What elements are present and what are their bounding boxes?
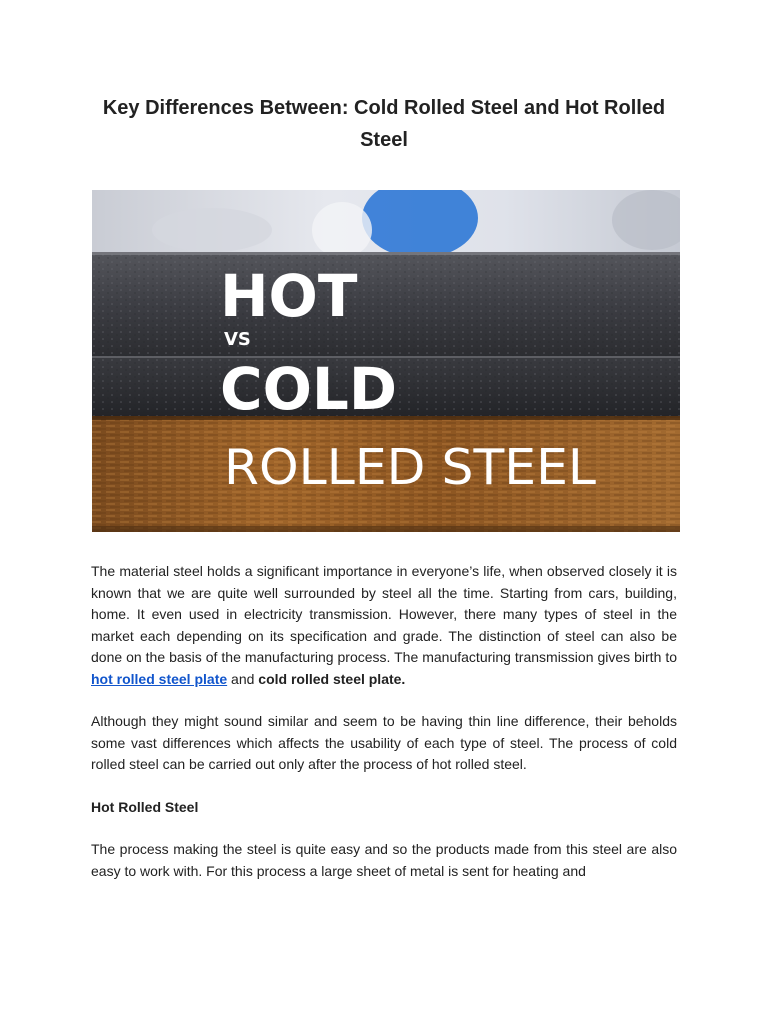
hero-text-hot: HOT (220, 262, 358, 330)
paragraph-intro-text: The material steel holds a significant importance in everyone’s life, when observed closely it is known that we are quite well surrounded by steel all the time. Starting from cars, building, home. It even used in electricity transmission. However, there many types of steel in the market each depending on its specification and grade. The distinction of steel can also be done on the basis of the manufacturing process. The manufacturing transmission gives birth to (91, 563, 677, 665)
paragraph-intro-connector: and (227, 670, 259, 687)
hot-rolled-steel-plate-link[interactable]: hot rolled steel plate (91, 670, 228, 687)
hero-text-vs: VS (224, 329, 251, 350)
paragraph-differences: Although they might sound similar and seem to be having thin line difference, their beholds some vast differences which affects the usability of each type of steel. The process of cold rolled steel can be carried out only after the process of hot rolled steel. (91, 713, 677, 772)
paragraph-process: The process making the steel is quite easy and so the products made from this steel are also easy to work with. For this process a large sheet of metal is sent for heating and (91, 841, 677, 879)
document-body (91, 561, 677, 882)
hero-text-rolled-steel: ROLLED STEEL (224, 439, 597, 496)
hot-vs-cold-steel-image (92, 190, 680, 532)
paragraph-intro (91, 561, 677, 690)
section-heading-hot-rolled-steel: Hot Rolled Steel (91, 798, 199, 815)
document-title: Key Differences Between: Cold Rolled Steel and Hot Rolled Steel (102, 97, 666, 151)
hero-image (92, 190, 680, 532)
hero-text-cold: COLD (220, 355, 397, 423)
paragraph-intro-bold: cold rolled steel plate. (258, 670, 406, 687)
